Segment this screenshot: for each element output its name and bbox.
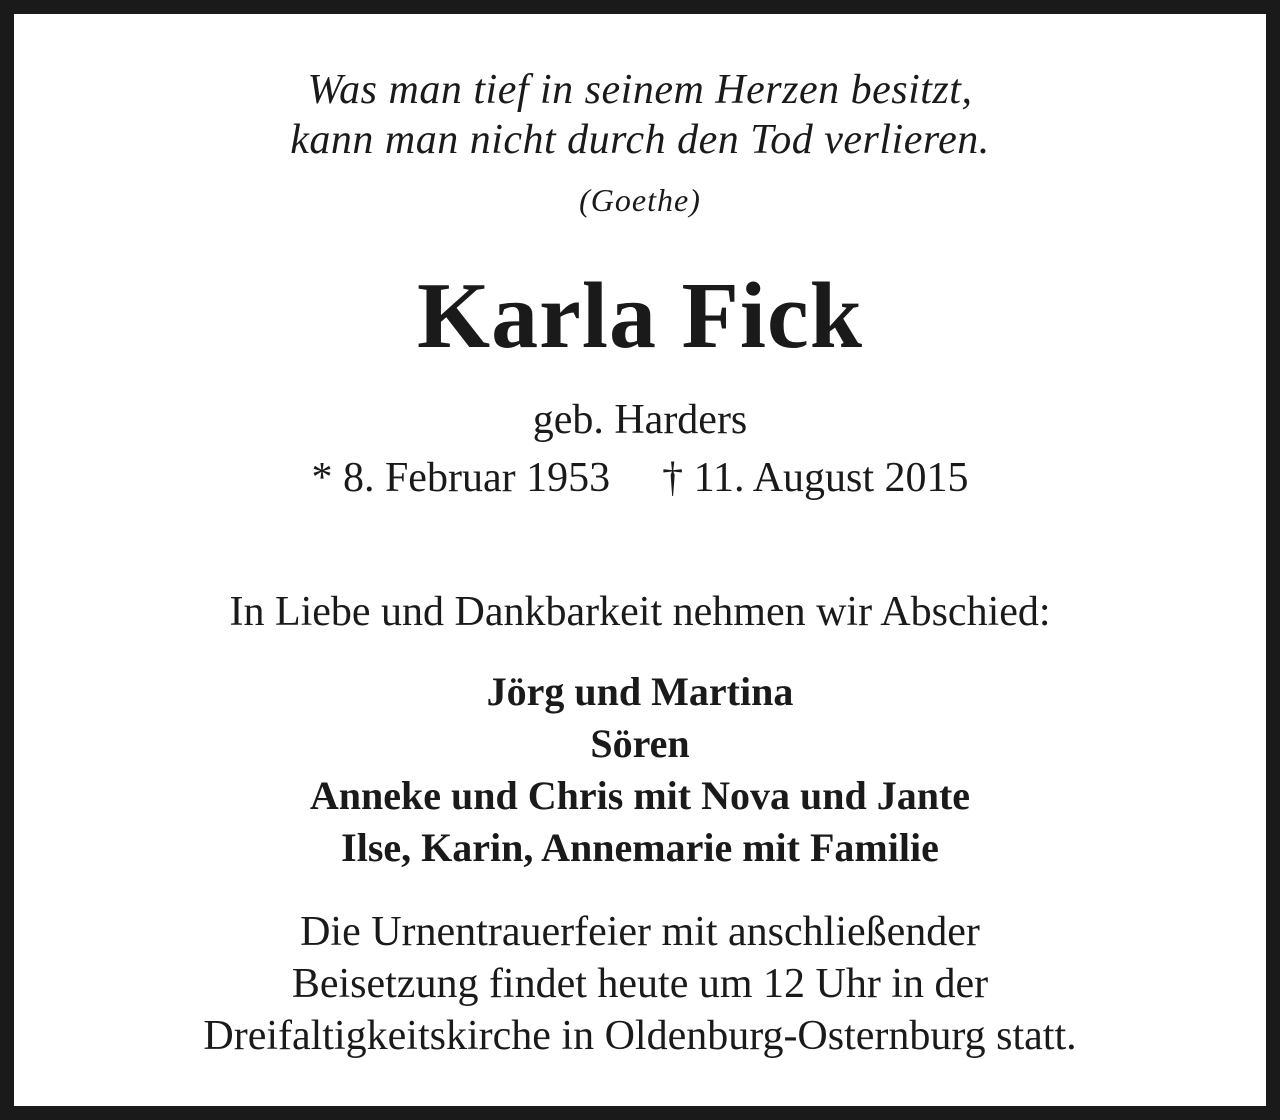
ceremony-line-2: Beisetzung findet heute um 12 Uhr in der [291,961,989,1007]
maiden-name: geb. Harders [532,397,748,443]
farewell-text: In Liebe und Dankbarkeit nehmen wir Abschied: [229,589,1051,635]
quote-author: (Goethe) [579,182,701,218]
ceremony-line-1: Die Urnentrauerfeier mit anschließender [300,909,980,955]
mourner-line-4: Ilse, Karin, Annemarie mit Familie [341,825,939,870]
life-dates [14,454,1266,502]
quote-line-2: kann man nicht durch den Tod verlieren. [290,117,990,163]
birth-date: * 8. Februar 1953 [311,455,611,501]
obituary-notice [14,14,1266,1106]
quote-line-1: Was man tief in seinem Herzen besitzt, [307,67,973,113]
mourner-line-2: Sören [590,721,690,766]
ceremony-line-3: Dreifaltigkeitskirche in Oldenburg-Osternburg statt. [203,1013,1077,1059]
mourner-line-3: Anneke und Chris mit Nova und Jante [309,773,971,818]
deceased-name: Karla Fick [417,264,863,368]
mourner-line-1: Jörg und Martina [486,669,794,714]
death-date: † 11. August 2015 [662,455,969,501]
